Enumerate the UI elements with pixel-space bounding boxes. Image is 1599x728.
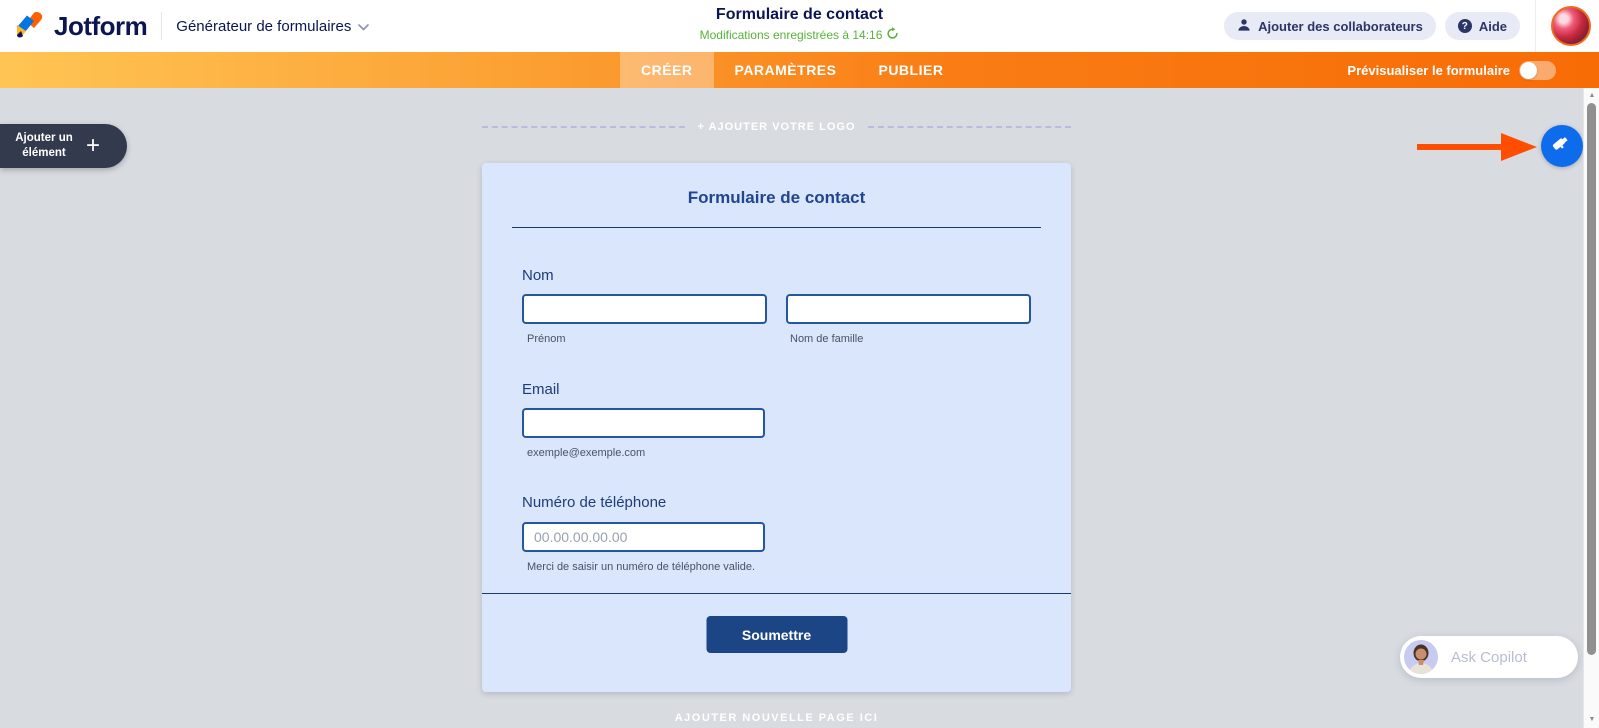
add-collaborators-label: Ajouter des collaborateurs [1258,18,1423,34]
user-icon [1237,18,1251,35]
card-divider [482,593,1071,594]
tab-creer[interactable]: CRÉER [620,52,714,88]
add-element-label: Ajouter un élément [15,132,73,159]
jotform-logo[interactable] [14,9,147,44]
submit-button[interactable]: Soumettre [706,616,847,653]
add-page-button[interactable]: AJOUTER NOUVELLE PAGE ICI [674,712,879,724]
plus-icon: + [86,132,101,159]
add-collaborators-button[interactable] [1224,12,1436,40]
email-field-label[interactable]: Email [522,381,560,398]
tab-publier[interactable]: PUBLIER [857,52,964,88]
name-field-label[interactable]: Nom [522,267,554,284]
form-heading-underline [512,227,1041,228]
copilot-label: Ask Copilot [1451,648,1527,666]
scrollbar-thumb[interactable] [1587,103,1596,655]
scroll-down-icon[interactable]: ▼ [1588,716,1596,723]
vertical-scrollbar [1583,88,1599,728]
email-input[interactable] [522,408,765,438]
top-header [0,0,1599,52]
dashed-line-right [868,126,1071,128]
revision-history-icon [886,27,899,43]
question-icon: ? [1458,19,1472,33]
add-element-button[interactable] [0,124,127,168]
product-switcher[interactable] [176,18,369,35]
header-divider-right [1535,0,1536,52]
form-designer-button[interactable] [1541,125,1583,167]
scroll-up-icon[interactable]: ▲ [1588,92,1596,99]
user-avatar[interactable] [1551,6,1591,46]
copilot-avatar [1404,640,1438,674]
jotform-wordmark: Jotform [54,10,148,41]
help-label: Aide [1478,18,1507,34]
jotform-logo-icon [14,9,46,44]
add-logo-label: + AJOUTER VOTRE LOGO [697,121,856,133]
ask-copilot-button[interactable] [1400,636,1578,678]
phone-helper-text: Merci de saisir un numéro de téléphone valide. [527,561,756,573]
email-sublabel: exemple@exemple.com [527,447,646,459]
preview-toggle[interactable] [1519,61,1556,80]
last-name-sublabel: Nom de famille [790,333,864,345]
paint-roller-icon [1551,134,1573,159]
header-divider [161,12,162,40]
phone-field-label[interactable]: Numéro de téléphone [522,494,667,511]
add-logo-area[interactable] [482,121,1071,133]
save-status-text: Modifications enregistrées à 14:16 [699,28,883,42]
last-name-input[interactable] [786,294,1031,324]
first-name-sublabel: Prénom [527,333,566,345]
help-button[interactable] [1445,12,1520,40]
preview-toggle-label: Prévisualiser le formulaire [1347,62,1510,78]
nav-tabs [620,52,964,88]
dashed-line-left [482,126,685,128]
first-name-input[interactable] [522,294,767,324]
pointer-arrow-annotation [1417,131,1537,163]
form-card [482,163,1071,692]
page-title: Formulaire de contact [715,6,884,23]
product-switcher-label: Générateur de formulaires [176,17,352,35]
form-canvas [0,88,1599,728]
tab-parametres[interactable]: PARAMÈTRES [714,52,858,88]
chevron-down-icon [358,18,369,35]
toggle-knob [1520,62,1537,79]
phone-input[interactable] [522,522,765,552]
save-status [700,27,900,43]
form-heading[interactable]: Formulaire de contact [687,188,866,207]
builder-nav-bar [0,52,1599,88]
